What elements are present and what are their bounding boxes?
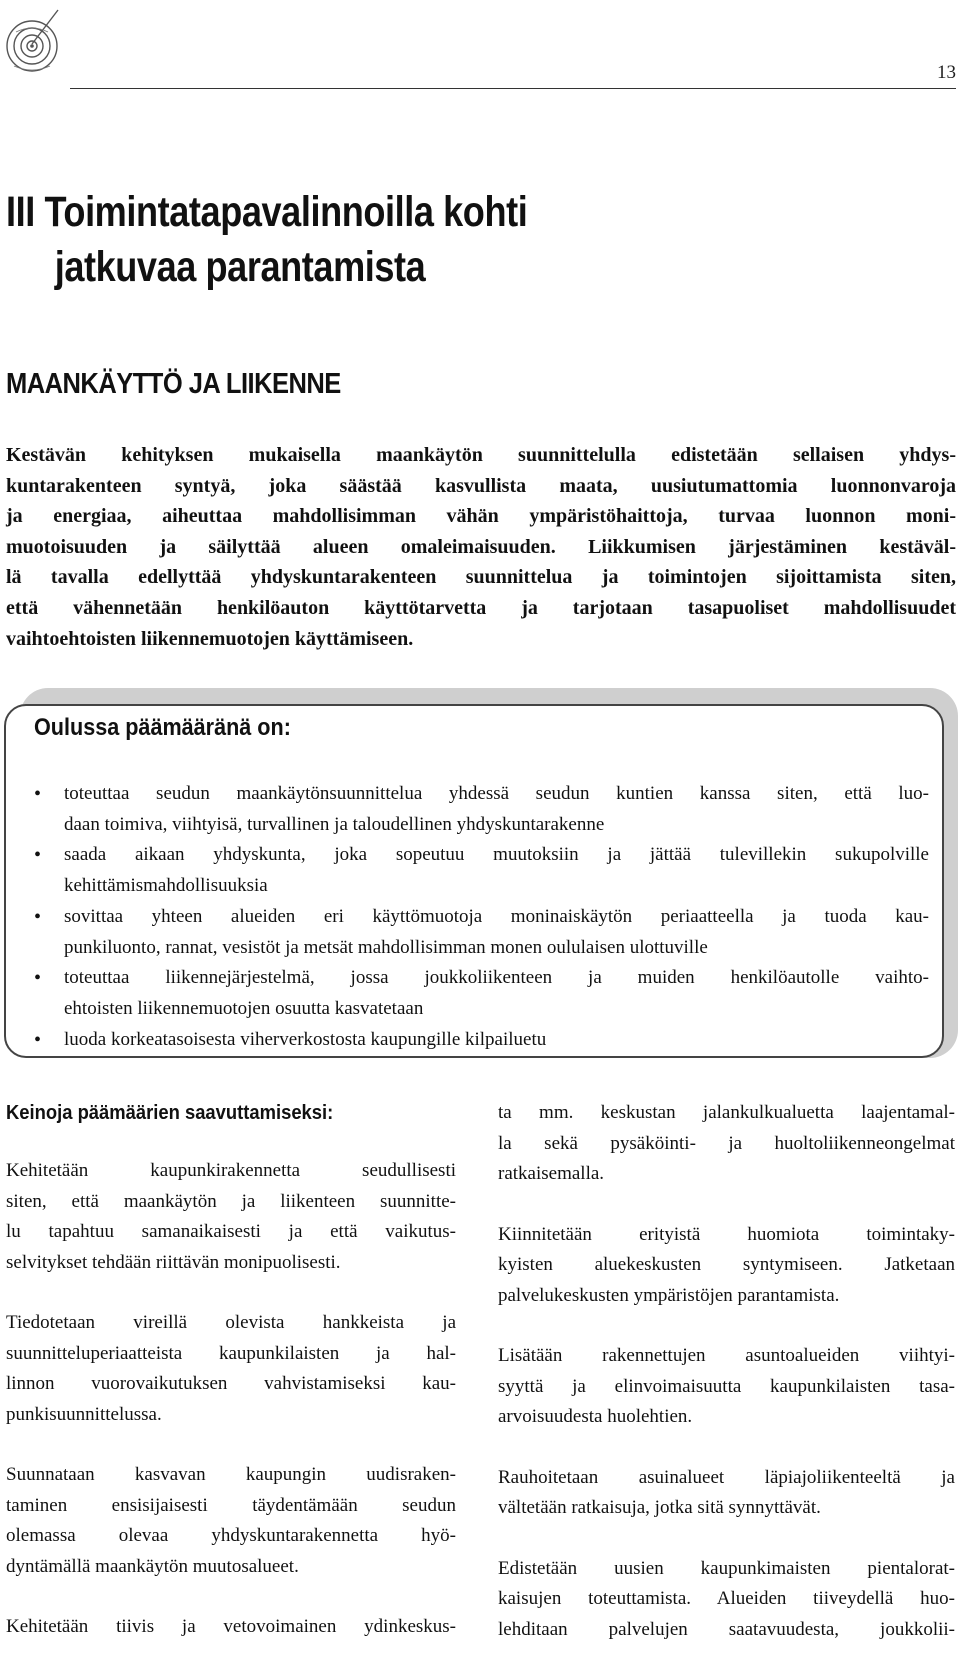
intro-line: ja energiaa, aiheuttaa mahdollisimman vähän ympäristöhaittoja, turvaa luonnon moni- bbox=[6, 505, 956, 528]
goal-line: sovittaa yhteen alueiden eri käyttömuotoja moninaiskäytön periaatteella ja tuoda kau- bbox=[64, 905, 929, 927]
chapter-title bbox=[6, 185, 762, 295]
means-line: ta mm. keskustan jalankulkualuetta laajentamal- bbox=[498, 1102, 955, 1123]
means-line: siten, että maankäytön ja liikenteen suunnitte- bbox=[6, 1190, 456, 1212]
goal-item bbox=[34, 840, 929, 901]
means-line: selvitykset tehdään riittävän monipuolisesti. bbox=[6, 1251, 341, 1273]
means-line: kyisten aluekeskusten syntymiseen. Jatketaan bbox=[498, 1254, 955, 1275]
intro-line: lä tavalla edellyttää yhdyskuntarakenteen suunnittelua ja toimintojen sijoittamista siten, bbox=[6, 566, 956, 589]
means-heading: Keinoja päämäärien saavuttamiseksi: bbox=[6, 1102, 334, 1124]
bullet-icon: • bbox=[34, 1028, 42, 1051]
intro-line: että vähennetään henkilöauton käyttötarvetta ja tarjotaan tasapuoliset mahdollisuudet bbox=[6, 596, 956, 619]
means-line: lehditaan palvelujen saatavuudesta, joukkolii- bbox=[498, 1618, 955, 1640]
header-rule bbox=[70, 88, 956, 89]
means-line: Kehitetään kaupunkirakennetta seudullisesti bbox=[6, 1160, 456, 1181]
means-paragraph bbox=[6, 1156, 456, 1278]
means-line: Kiinnitetään erityistä huomiota toimintaky- bbox=[498, 1223, 955, 1245]
intro-paragraph bbox=[6, 440, 956, 654]
means-line: arvoisuudesta huolehtien. bbox=[498, 1406, 693, 1427]
means-paragraph bbox=[498, 1220, 955, 1312]
goal-line: ehtoisten liikennemuotojen osuutta kasvatetaan bbox=[64, 997, 424, 1019]
means-paragraph bbox=[6, 1308, 456, 1430]
bullet-icon: • bbox=[34, 844, 42, 867]
means-line: Tiedotetaan vireillä olevista hankkeista ja bbox=[6, 1312, 456, 1333]
means-line: punkisuunnittelussa. bbox=[6, 1403, 162, 1425]
intro-line: muotoisuuden ja säilyttää alueen omaleimaisuuden. Liikkumisen järjestäminen kestäväl- bbox=[6, 535, 956, 558]
goals-list bbox=[34, 779, 929, 1055]
goal-line: daan toimiva, viihtyisä, turvallinen ja taloudellinen yhdyskuntarakenne bbox=[64, 813, 605, 835]
bullet-icon: • bbox=[34, 967, 42, 990]
bullet-icon: • bbox=[34, 783, 42, 805]
means-line: Suunnataan kasvavan kaupungin uudisraken- bbox=[6, 1464, 456, 1485]
chapter-title-line: III Toimintatapavalinnoilla kohti bbox=[6, 188, 528, 236]
means-paragraph bbox=[6, 1612, 456, 1643]
means-line: palvelukeskusten ympäristöjen parantamista. bbox=[498, 1284, 840, 1306]
means-right-column bbox=[498, 1098, 955, 1675]
means-line: Rauhoitetaan asuinalueet läpiajoliikenteeltä ja bbox=[498, 1466, 955, 1488]
means-line: ratkaisemalla. bbox=[498, 1163, 605, 1184]
means-line: lu tapahtuu samanaikaisesti ja että vaikutus- bbox=[6, 1221, 456, 1242]
means-line: syyttä ja elinvoimaisuutta kaupunkilaisten tasa- bbox=[498, 1375, 955, 1397]
means-line: Lisätään rakennettujen asuntoalueiden viihtyi- bbox=[498, 1345, 955, 1366]
bullet-icon: • bbox=[34, 905, 42, 928]
means-paragraph bbox=[498, 1554, 955, 1646]
goals-heading: Oulussa päämääränä on: bbox=[34, 714, 291, 741]
goal-item bbox=[34, 902, 929, 963]
goal-line: luoda korkeatasoisesta viherverkostosta kaupungille kilpailuetu bbox=[64, 1028, 547, 1050]
goal-item bbox=[34, 963, 929, 1024]
goal-line: kehittämismahdollisuuksia bbox=[64, 875, 268, 897]
means-line: taminen ensisijaisesti täydentämään seudun bbox=[6, 1494, 456, 1516]
means-line: dyntämällä maankäytön muutosalueet. bbox=[6, 1555, 299, 1577]
goal-line: punkiluonto, rannat, vesistöt ja metsät mahdollisimman monen oululaisen ulottuville bbox=[64, 936, 708, 958]
means-line: Edistetään uusien kaupunkimaisten pientalorat- bbox=[498, 1557, 955, 1579]
means-line: la sekä pysäköinti- ja huoltoliikenneongelmat bbox=[498, 1132, 955, 1154]
means-left-column bbox=[6, 1098, 456, 1673]
goal-line: toteuttaa liikennejärjestelmä, jossa joukkoliikenteen ja muiden henkilöautolle vaihto- bbox=[64, 967, 929, 989]
means-line: vältetään ratkaisuja, jotka sitä synnyttävät. bbox=[498, 1497, 821, 1518]
chapter-title-line: jatkuvaa parantamista bbox=[54, 243, 426, 291]
city-emblem-icon bbox=[4, 4, 64, 84]
means-line: suunnitteluperiaatteista kaupunkilaisten ja hal- bbox=[6, 1342, 456, 1364]
goal-item bbox=[34, 1025, 929, 1056]
means-paragraph bbox=[498, 1098, 955, 1190]
means-line: kaisujen toteuttamista. Alueiden tiiveydellä huo- bbox=[498, 1588, 955, 1609]
means-paragraph bbox=[498, 1463, 955, 1524]
intro-line: kuntarakenteen syntyä, joka säästää kasvullista maata, uusiutumattomia luonnonvaroja bbox=[6, 474, 956, 497]
intro-line: Kestävän kehityksen mukaisella maankäytön suunnittelulla edistetään sellaisen yhdys- bbox=[6, 444, 956, 466]
intro-line: vaihtoehtoisten liikennemuotojen käyttämiseen. bbox=[6, 627, 414, 650]
goal-line: saada aikaan yhdyskunta, joka sopeutuu muutoksiin ja jättää tulevillekin sukupolville bbox=[64, 844, 929, 866]
means-line: olemassa olevaa yhdyskuntarakennetta hyö- bbox=[6, 1525, 456, 1546]
means-line: linnon vuorovaikutuksen vahvistamiseksi kau- bbox=[6, 1373, 456, 1394]
means-paragraph bbox=[498, 1341, 955, 1433]
goal-item bbox=[34, 779, 929, 840]
page-number: 13 bbox=[937, 62, 956, 83]
means-paragraph bbox=[6, 1460, 456, 1582]
goal-line: toteuttaa seudun maankäytönsuunnittelua yhdessä seudun kuntien kanssa siten, että luo- bbox=[64, 783, 929, 804]
means-line: Kehitetään tiivis ja vetovoimainen ydinkeskus- bbox=[6, 1616, 456, 1637]
section-heading: MAANKÄYTTÖ JA LIIKENNE bbox=[6, 368, 341, 400]
